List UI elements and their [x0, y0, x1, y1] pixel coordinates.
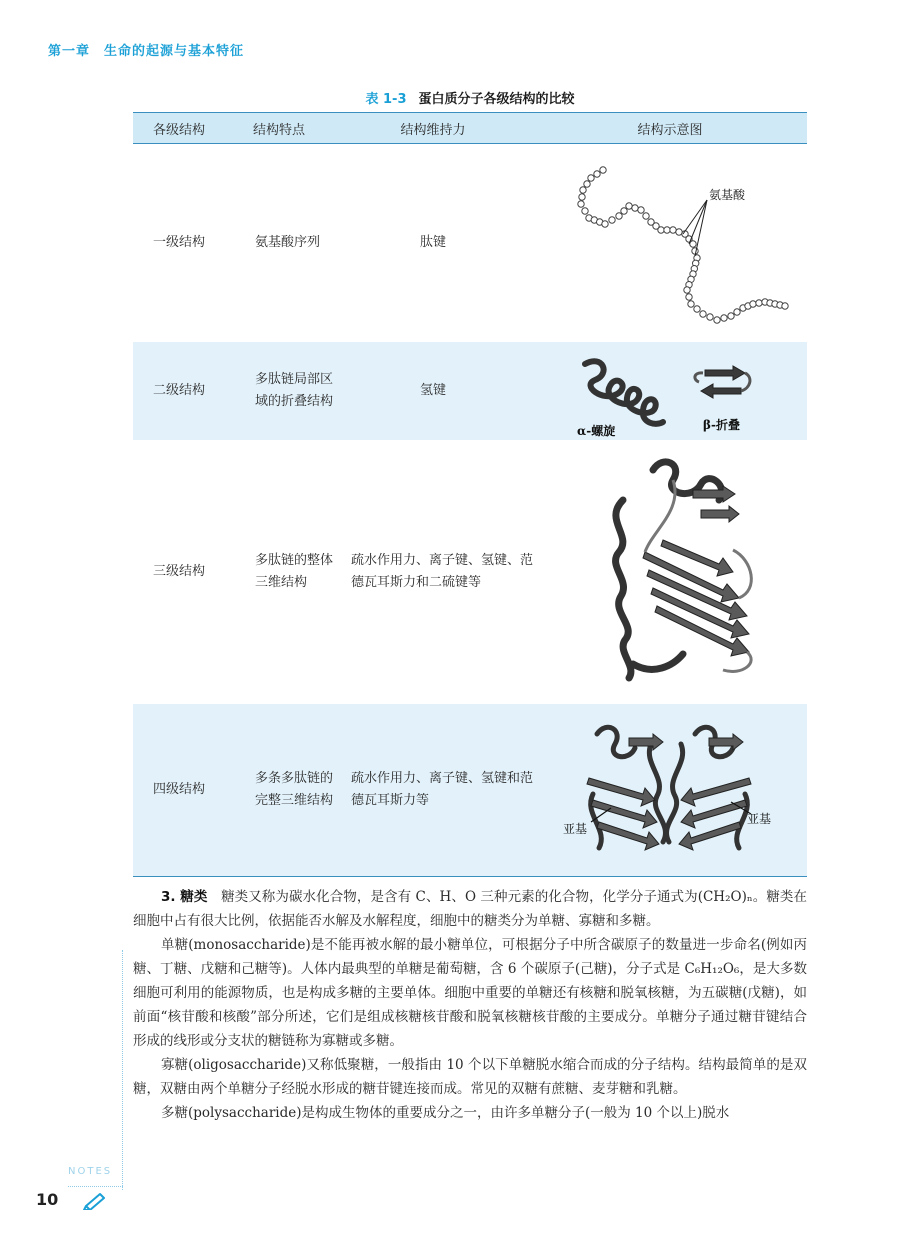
paragraph-3: 寡糖(oligosaccharide)又称低聚糖，一般指由 10 个以下单糖脱水缩合而成的分子结构。结构最简单的是双糖，双糖由两个单糖分子经脱水形成的糖苷键连接而成。常见的双糖有蔗糖、麦芽糖和乳糖。	[133, 1057, 807, 1097]
amino-acid-bead	[676, 229, 682, 235]
chapter-number: 第一章	[48, 44, 91, 59]
row-feature: 氨基酸序列	[255, 235, 321, 250]
amino-acid-bead	[616, 213, 622, 219]
row-level: 一级结构	[152, 235, 205, 250]
col-header-level: 各级结构	[133, 113, 225, 144]
beta-sheet-illustration	[695, 366, 750, 398]
table-row	[133, 704, 807, 877]
amino-acid-bead	[626, 203, 632, 209]
table-number: 表 1-3	[365, 92, 407, 107]
amino-acid-bead	[690, 241, 696, 247]
amino-acid-label: 氨基酸	[709, 188, 746, 202]
amino-acid-bead	[664, 227, 670, 233]
amino-acid-bead	[734, 309, 740, 315]
amino-acid-bead	[579, 194, 585, 200]
amino-acid-bead	[621, 208, 627, 214]
amino-acid-bead	[584, 181, 590, 187]
subunit-label-left: 亚基	[563, 822, 588, 836]
row-level: 三级结构	[152, 564, 205, 579]
beta-sheet-label: β-折叠	[703, 418, 740, 432]
amino-acid-bead	[684, 287, 690, 293]
amino-acid-bead	[588, 175, 594, 181]
chapter-header	[48, 40, 258, 59]
tertiary-structure-illustration	[533, 440, 807, 696]
amino-acid-bead	[670, 227, 676, 233]
body-text	[133, 885, 807, 1125]
amino-acid-bead	[632, 205, 638, 211]
amino-acid-bead	[782, 303, 788, 309]
amino-acid-bead	[714, 317, 720, 323]
tertiary-structure-figure	[533, 440, 807, 704]
amino-acid-bead	[686, 294, 692, 300]
amino-acid-bead	[609, 217, 615, 223]
notes-label: NOTES	[68, 1166, 113, 1177]
table-header-row	[133, 113, 807, 144]
subunit-label-right: 亚基	[747, 812, 772, 826]
table-caption	[133, 88, 807, 107]
alpha-helix-illustration	[585, 361, 663, 424]
table-title: 蛋白质分子各级结构的比较	[418, 92, 575, 107]
section-title: 3. 糖类	[161, 889, 208, 905]
alpha-helix-label: α-螺旋	[577, 424, 616, 438]
table-row	[133, 342, 807, 440]
amino-acid-bead	[688, 301, 694, 307]
amino-acid-bead	[602, 221, 608, 227]
row-force: 氢键	[333, 342, 533, 440]
page-number: 10	[36, 1190, 59, 1209]
notes-divider	[68, 1186, 123, 1187]
row-force: 肽键	[419, 235, 446, 250]
protein-structure-table	[133, 112, 807, 877]
amino-acid-bead	[594, 171, 600, 177]
amino-acid-bead	[658, 227, 664, 233]
row-feature: 多肽链的整体三维结构	[255, 553, 334, 590]
secondary-structure-figure	[533, 342, 807, 440]
col-header-feature: 结构特点	[225, 113, 333, 144]
amino-acid-bead	[700, 311, 706, 317]
col-header-figure: 结构示意图	[533, 113, 807, 144]
pencil-icon	[82, 1190, 108, 1210]
amino-acid-bead	[694, 306, 700, 312]
margin-divider	[122, 950, 123, 1190]
amino-acid-bead	[756, 300, 762, 306]
paragraph-4: 多糖(polysaccharide)是构成生物体的重要成分之一，由许多单糖分子(一般为 10 个以上)脱水	[161, 1105, 730, 1121]
row-level: 二级结构	[133, 342, 225, 440]
row-level: 四级结构	[133, 704, 225, 877]
amino-acid-bead	[638, 207, 644, 213]
amino-acid-bead	[707, 314, 713, 320]
table-row	[133, 440, 807, 704]
row-force: 疏水作用力、离子键、氢键和范德瓦耳斯力等	[333, 704, 533, 877]
amino-acid-bead	[600, 167, 606, 173]
table-row	[133, 144, 807, 343]
amino-acid-bead	[721, 315, 727, 321]
chapter-title: 生命的起源与基本特征	[104, 44, 245, 59]
quaternary-structure-figure	[533, 704, 807, 877]
amino-acid-bead	[582, 208, 588, 214]
col-header-force: 结构维持力	[333, 113, 533, 144]
row-feature: 多条多肽链的完整三维结构	[225, 704, 333, 877]
row-force: 疏水作用力、离子键、氢键、范德瓦耳斯力和二硫键等	[351, 553, 534, 590]
amino-acid-bead	[692, 248, 698, 254]
row-feature: 多肽链局部区域的折叠结构	[225, 342, 333, 440]
amino-acid-bead	[750, 301, 756, 307]
amino-acid-bead	[580, 187, 586, 193]
amino-acid-chain-illustration	[533, 144, 807, 342]
primary-structure-figure	[533, 144, 807, 343]
amino-acid-bead	[643, 213, 649, 219]
paragraph-2: 单糖(monosaccharide)是不能再被水解的最小糖单位，可根据分子中所含碳原子的数量进一步命名(例如丙糖、丁糖、戊糖和己糖等)。人体内最典型的单糖是葡萄糖，含 6 个碳原子(己糖)，分子式是 C₆H₁₂O₆，是大多数细胞可利用的能源物质，也是构成多糖的主要单体。细胞中重要的单糖还有核糖和脱氧核糖，为五碳糖(戊糖)，如前面“核苷酸和核酸”部分所述，它们是组成核糖核苷酸和脱氧核糖核苷酸的主要成分。单糖分子通过糖苷键结合形成的线形或分支状的糖链称为寡糖或多糖。	[133, 937, 807, 1049]
paragraph-1-text: 糖类又称为碳水化合物，是含有 C、H、O 三种元素的化合物，化学分子通式为(CH₂O)ₙ。糖类在细胞中占有很大比例，依据能否水解及水解程度，细胞中的糖类分为单糖、寡糖和多糖。	[133, 889, 807, 929]
amino-acid-bead	[728, 313, 734, 319]
paragraph-1	[133, 885, 807, 933]
quaternary-structure-illustration	[533, 704, 807, 876]
secondary-structure-illustration	[533, 342, 807, 440]
amino-acid-bead	[578, 201, 584, 207]
